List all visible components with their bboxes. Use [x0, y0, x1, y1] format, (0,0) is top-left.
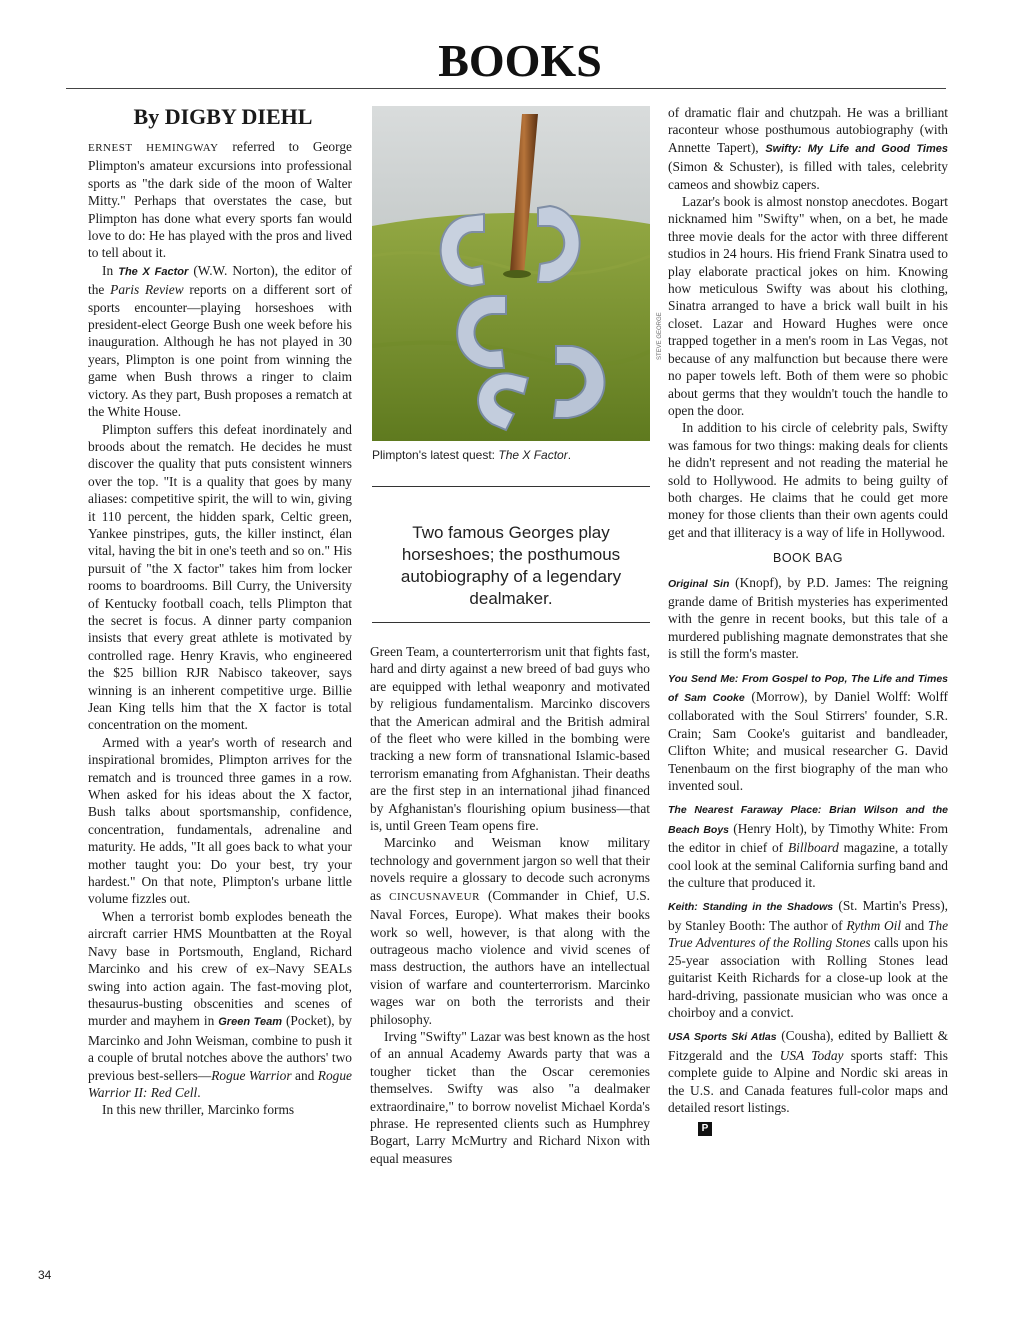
column-1 [88, 138, 352, 1119]
book-title: Swifty: My Life and Good Times [765, 142, 948, 155]
article-paragraph: Irving "Swifty" Lazar was best known as the host of an annual Academy Awards party that was a tougher ticket than the Oscar ceremonies themselves. Swifty was also "a dealmaker extraordinaire," to borrow novelist Michael Korda's phrase. He represented clients such as Humphrey Bogart, Larry McMurtry and Richard Nixon with equal measures [370, 1028, 650, 1166]
book-bag-heading: BOOK BAG [773, 551, 843, 566]
article-paragraph: When a terrorist bomb explodes beneath the aircraft carrier HMS Mountbatten at the Royal Navy base in Portsmouth, England, Richard Marcinko and his crew of ex–Navy SEALs swing into action again. The fast-moving plot, thesaurus-busting obscenities and scenes of murder and mayhem in Green Team (Pocket), by Marcinko and John Weisman, combine to push it a couple of brutal notches above the authors' two previous best-sellers—Rogue Warrior and Rogue Warrior II: Red Cell. [88, 908, 353, 1100]
illustration-caption: Plimpton's latest quest: The X Factor. [372, 448, 572, 462]
article-paragraph: ERNEST HEMINGWAY referred to George Plimpton's amateur excursions into professional sports as "the dark side of the moon of Walter Mitty." Perhaps that overstates the case, but Plimpton has done what every sports fan would love to do: He has played with the pros and lived to tell about it. [88, 139, 352, 261]
end-mark-icon: P [698, 1122, 712, 1136]
page-title: BOOKS [438, 35, 602, 86]
book-bag-list [668, 574, 948, 1137]
book-bag-item: USA Sports Ski Atlas (Cousha), edited by Balliett & Fitzgerald and the USA Today sports staff: This complete guide to Alpine and Nordic ski areas in the U.S. and Canada features full-color maps and detailed resort listings. P [668, 1028, 948, 1135]
book-bag-item: You Send Me: From Gospel to Pop, The Life and Times of Sam Cooke (Morrow), by Daniel Wolff: Wolff collaborated with the Soul Stirrers' founder, S.R. Crain; Sam Cooke's guitarist and bandleader, Clifton White; and musical researcher G. David Tenenbaum on the first biography of the man who invented soul. [668, 672, 948, 794]
article-paragraph: In The X Factor (W.W. Norton), the editor of the Paris Review reports on a different sort of sports encounter—playing horseshoes with president-elect George Bush one week before his inauguration. Although he has not played in 30 years, Plimpton is one point from winning the game when Bush throws a ringer to claim victory. As they part, Bush proposes a rematch at the White House. [88, 262, 353, 420]
pullquote-rule-top [372, 486, 650, 487]
page-number: 34 [38, 1268, 52, 1282]
header-rule [66, 88, 946, 89]
pullquote: Two famous Georges play horseshoes; the posthumous autobiography of a legendary dealmaker. [400, 523, 622, 608]
article-paragraph: Marcinko and Weisman know military technology and government jargon so well that their novels require a glossary to decode such acronyms as CINCUSNAVEUR (Commander in Chief, U.S. Naval Forces, Europe). What makes their books work so well, however, is that along with the outrageous macho violence and vivid scenes of mass destruction, the authors have an intellectual vision of warfare and counterterrorism. Marcinko wages war on both the terrorists and their philosophy. [370, 835, 650, 1027]
book-bag-item: Original Sin (Knopf), by P.D. James: The reigning grande dame of British mysteries has experimented with the genre in recent books, but this tale of a murdered publishing magnate demonstrates that she is still the form's master. [668, 574, 948, 662]
book-bag-item: Keith: Standing in the Shadows (St. Martin's Press), by Stanley Booth: The author of Rythm Oil and The True Adventures of the Rolling Stones calls upon his 25-year association with Rolling Stones lead guitarist Keith Richards for a close-up look at the hard-driving, passionate musician who was once a choirboy and a convict. [668, 898, 949, 1020]
magazine-title: Paris Review [110, 282, 184, 298]
horseshoe-illustration [372, 106, 650, 441]
lead-in: ERNEST HEMINGWAY [88, 142, 219, 154]
book-title: Green Team [218, 1016, 283, 1029]
article-paragraph: Armed with a year's worth of research and inspirational bromides, Plimpton arrives for the rematch and is trounced three games in a row. When asked for his ideas about the X factor, Bush talks about sportsmanship, confidence, concentration, fundamentals, adrenaline and maturity. He adds, "It all goes back to what your mother taught you: Do your best, try your hardest." On that note, Plimpton's urbane little volume fizzles out. [88, 734, 352, 907]
article-paragraph: Green Team, a counterterrorism unit that fights fast, hard and dirty against a new breed of bad guys who are equipped with lethal weaponry and motivated by religious fundamentalism. Marcinko discovers that the American admiral and the British admiral of the fleet who were killed in the bombing were tracking a new form of transnational Islamic-based terrorism emanating from Afghanistan. Their deaths are the first step in an international jihad financed by Afghanistan's flourishing opium business—that is, until Green Team opens fire. [370, 644, 650, 834]
pullquote-rule-bottom [372, 622, 650, 623]
acronym: CINCUSNAVEUR [389, 890, 480, 903]
column-2 [370, 643, 650, 1167]
book-title: The X Factor [118, 265, 189, 278]
article-paragraph: In addition to his circle of celebrity pals, Swifty was famous for two things: making deals for clients he didn't represent and not reading the material he sold to Hollywood. He admits to being guilty of both charges. He claims that he could get more money for those clients than their own agents could get and that illiteracy is a way of life in Hollywood. [668, 420, 948, 540]
article-paragraph: Lazar's book is almost nonstop anecdotes. Bogart nicknamed him "Swifty" when, on a bet, he made three movie deals for the actor with three different studios in 24 hours. His friend Frank Sinatra used to play elaborate practical jokes on him. Knowing how meticulous Swifty was about his clothing, Sinatra arranged to have a brick wall built in his closet. Lazar and Howard Hughes were once trapped together in a men's room in Las Vegas, not because of any malfunction but because there were no paper towels left. Both of them were so phobic about germs that they wouldn't touch the handle to open the door. [668, 194, 948, 418]
illustration-credit: STEVE GEORGE [657, 312, 663, 360]
column-3 [668, 104, 948, 1136]
article-paragraph: In this new thriller, Marcinko forms [102, 1102, 295, 1118]
horseshoe-illustration-svg [372, 106, 650, 441]
book-bag-item: The Nearest Faraway Place: Brian Wilson and the Beach Boys (Henry Holt), by Timothy White: From the editor in chief of Billboard magazine, a totally cool look at the seminal California surfing band and the culture that produced it. [668, 804, 949, 891]
byline: By DIGBY DIEHL [133, 104, 313, 129]
article-paragraph: Plimpton suffers this defeat inordinately and broods about the rematch. He decides he must discover the quality that puts consistent winners over the top. "It is a quality that goes by many aliases: competitive spirit, the will to win, giving it 110 percent, the hidden spark, Celtic green, Yankee pinstripes, guts, the killer instinct, élan vital, having the bit in one's teeth and so on." His pursuit of "the X factor" takes him from locker rooms to boardrooms. Bill Curry, the University of Kentucky football coach, tells Plimpton that the secret is focus. A dinner party companion insists that every great athlete is motivated by controlled rage. Henry Kravis, who engineered the $25 billion RJR Nabisco takeover, says winning is an inherent competitive urge. Billie Jean King tells him that the X factor is total concentration on the moment. [88, 421, 352, 733]
article-paragraph: of dramatic flair and chutzpah. He was a brilliant raconteur whose posthumous autobiography (with Annette Tapert), Swifty: My Life and Good Times (Simon & Schuster), is filled with tales, celebrity cameos and showbiz capers. [668, 105, 948, 192]
